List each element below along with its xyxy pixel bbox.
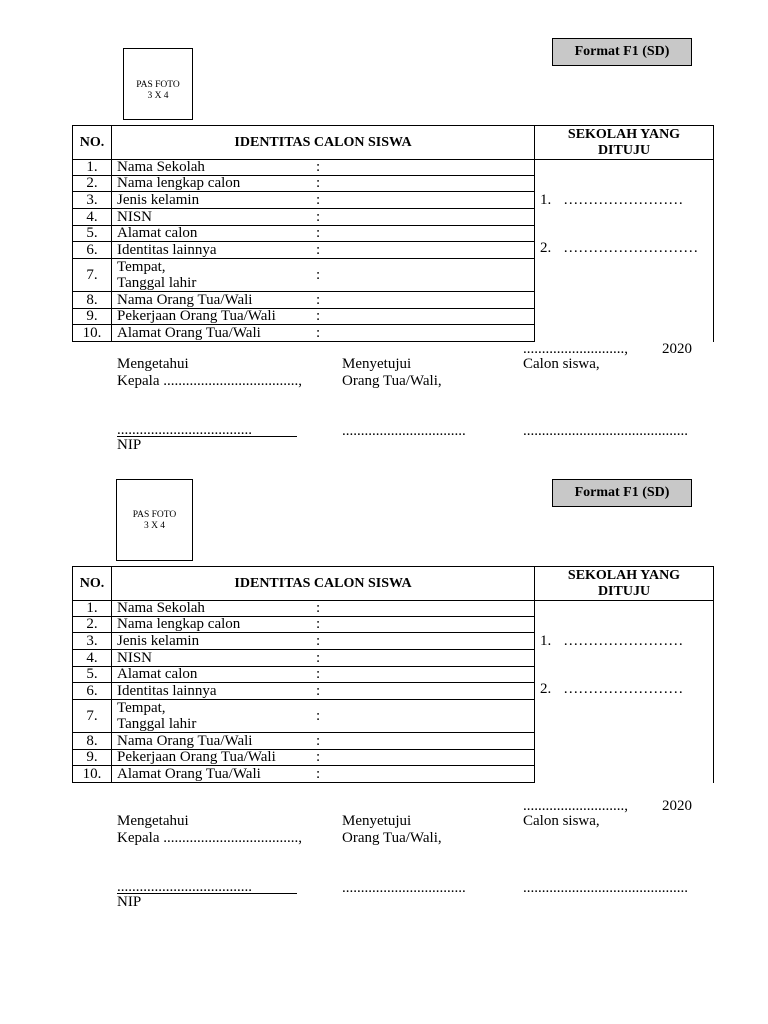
row-colon: : [316,225,321,241]
row-label: Pekerjaan Orang Tua/Wali [117,749,276,765]
guardian-signature-line: ................................. [342,880,466,896]
row-label: Nama Sekolah [117,159,205,175]
row-colon: : [316,749,321,765]
place-date-blank: ..........................., [523,798,628,814]
row-field [112,209,535,226]
approved-heading: Menyetujui [342,356,412,372]
candidate-signature-line: ............................................ [523,423,688,439]
row-colon: : [316,682,321,699]
row-label: Identitas lainnya [117,682,217,699]
row-field [112,259,535,292]
signature-section [0,341,768,461]
header-sekolah-text: SEKOLAH YANG DITUJU [567,567,681,599]
row-label-line1: Tempat, [117,700,166,716]
choice-number: 1. [540,633,552,649]
format-label-box [552,479,692,507]
row-number: 9. [73,750,112,766]
row-field [112,601,535,617]
row-field [112,309,535,325]
row-colon: : [316,765,321,782]
format-label: Format F1 (SD) [574,44,670,59]
row-number: 1. [73,160,112,176]
photo-placeholder [123,48,193,120]
signature-year: 2020 [662,798,692,814]
choice-number: 2. [540,681,552,697]
row-number: 2. [73,176,112,192]
choice-blank: …………………… [563,633,684,649]
row-label: Jenis kelamin [117,632,200,649]
registration-form [0,479,768,919]
table-row [73,601,714,617]
row-label [117,700,316,732]
nip-label: NIP [117,894,142,910]
header-identitas: IDENTITAS CALON SISWA [112,126,535,160]
row-label: Nama Orang Tua/Wali [117,732,253,749]
principal-title: Kepala ...................................., [117,373,302,389]
acknowledged-heading: Mengetahui [117,813,189,829]
row-colon: : [316,732,321,749]
photo-size: 3 X 4 [143,521,166,531]
row-field [112,176,535,192]
row-number: 6. [73,683,112,700]
choice-number: 1. [540,192,552,208]
header-identitas: IDENTITAS CALON SISWA [112,567,535,601]
row-colon: : [316,241,321,258]
row-label: Nama Orang Tua/Wali [117,291,253,308]
row-field [112,667,535,683]
row-label-line2: Tanggal lahir [117,275,197,291]
row-label-line1: Tempat, [117,259,166,275]
row-number: 5. [73,226,112,242]
row-field [112,733,535,750]
row-field [112,633,535,650]
row-number: 7. [73,259,112,292]
principal-signature-line: .................................... [117,880,297,894]
row-colon: : [316,208,321,225]
header-sekolah-text: SEKOLAH YANG DITUJU [567,126,681,158]
choice-blank: ……………………… [563,240,699,256]
school-choices [535,601,714,783]
photo-label: PAS FOTO [132,510,177,520]
candidate-signature-line: ............................................ [523,880,688,896]
choice-blank: …………………… [563,681,684,697]
row-field [112,292,535,309]
row-label: Alamat calon [117,666,198,682]
row-colon: : [316,191,321,208]
acknowledged-heading: Mengetahui [117,356,189,372]
candidate-heading: Calon siswa, [523,813,600,829]
row-field [112,226,535,242]
row-number: 10. [73,325,112,342]
nip-label: NIP [117,437,142,453]
row-number: 9. [73,309,112,325]
school-choice [540,240,713,256]
row-number: 8. [73,292,112,309]
row-label: Nama lengkap calon [117,616,241,632]
table-header-row [73,567,714,601]
row-field [112,192,535,209]
row-field [112,650,535,667]
row-number: 10. [73,766,112,783]
candidate-heading: Calon siswa, [523,356,600,372]
photo-placeholder [116,479,193,561]
format-label-box [552,38,692,66]
guardian-title: Orang Tua/Wali, [342,830,442,846]
photo-label: PAS FOTO [136,80,180,90]
row-number: 6. [73,242,112,259]
row-label: Alamat Orang Tua/Wali [117,765,261,782]
header-sekolah [535,567,714,601]
row-colon: : [316,308,321,324]
row-field [112,325,535,342]
row-label: Alamat Orang Tua/Wali [117,324,261,341]
row-number: 2. [73,617,112,633]
row-number: 4. [73,209,112,226]
school-choice [540,633,713,649]
row-number: 4. [73,650,112,667]
table-row [73,160,714,176]
row-number: 7. [73,700,112,733]
row-colon: : [316,632,321,649]
row-number: 5. [73,667,112,683]
row-label: Alamat calon [117,225,198,241]
row-label [117,259,316,291]
row-field [112,617,535,633]
row-number: 3. [73,192,112,209]
row-colon: : [316,266,321,283]
row-label: Jenis kelamin [117,191,200,208]
row-colon: : [316,649,321,666]
row-field [112,700,535,733]
header-no: NO. [73,126,112,160]
row-field [112,750,535,766]
row-number: 3. [73,633,112,650]
row-field [112,160,535,176]
row-label: Identitas lainnya [117,241,217,258]
row-number: 1. [73,601,112,617]
school-choice [540,681,713,697]
row-field [112,766,535,783]
photo-size: 3 X 4 [147,91,169,101]
school-choices [535,160,714,342]
row-colon: : [316,600,321,616]
signature-section [0,798,768,918]
row-colon: : [316,707,321,724]
signature-year: 2020 [662,341,692,357]
row-colon: : [316,175,321,191]
place-date-blank: ..........................., [523,341,628,357]
row-colon: : [316,324,321,341]
table-header-row [73,126,714,160]
header-no: NO. [73,567,112,601]
identity-table [72,125,714,342]
identity-table [72,566,714,783]
row-label-line2: Tanggal lahir [117,716,197,732]
row-label: NISN [117,208,153,225]
format-label: Format F1 (SD) [574,485,670,500]
school-choice [540,192,713,208]
row-label: Pekerjaan Orang Tua/Wali [117,308,276,324]
principal-signature-line: .................................... [117,423,297,437]
registration-form [0,38,768,478]
row-colon: : [316,666,321,682]
row-label: Nama lengkap calon [117,175,241,191]
principal-title: Kepala ...................................., [117,830,302,846]
guardian-title: Orang Tua/Wali, [342,373,442,389]
row-colon: : [316,616,321,632]
choice-blank: …………………… [563,192,684,208]
row-label: Nama Sekolah [117,600,205,616]
row-field [112,242,535,259]
guardian-signature-line: ................................. [342,423,466,439]
row-number: 8. [73,733,112,750]
choice-number: 2. [540,240,552,256]
row-colon: : [316,291,321,308]
row-colon: : [316,159,321,175]
approved-heading: Menyetujui [342,813,412,829]
header-sekolah [535,126,714,160]
row-field [112,683,535,700]
row-label: NISN [117,649,153,666]
